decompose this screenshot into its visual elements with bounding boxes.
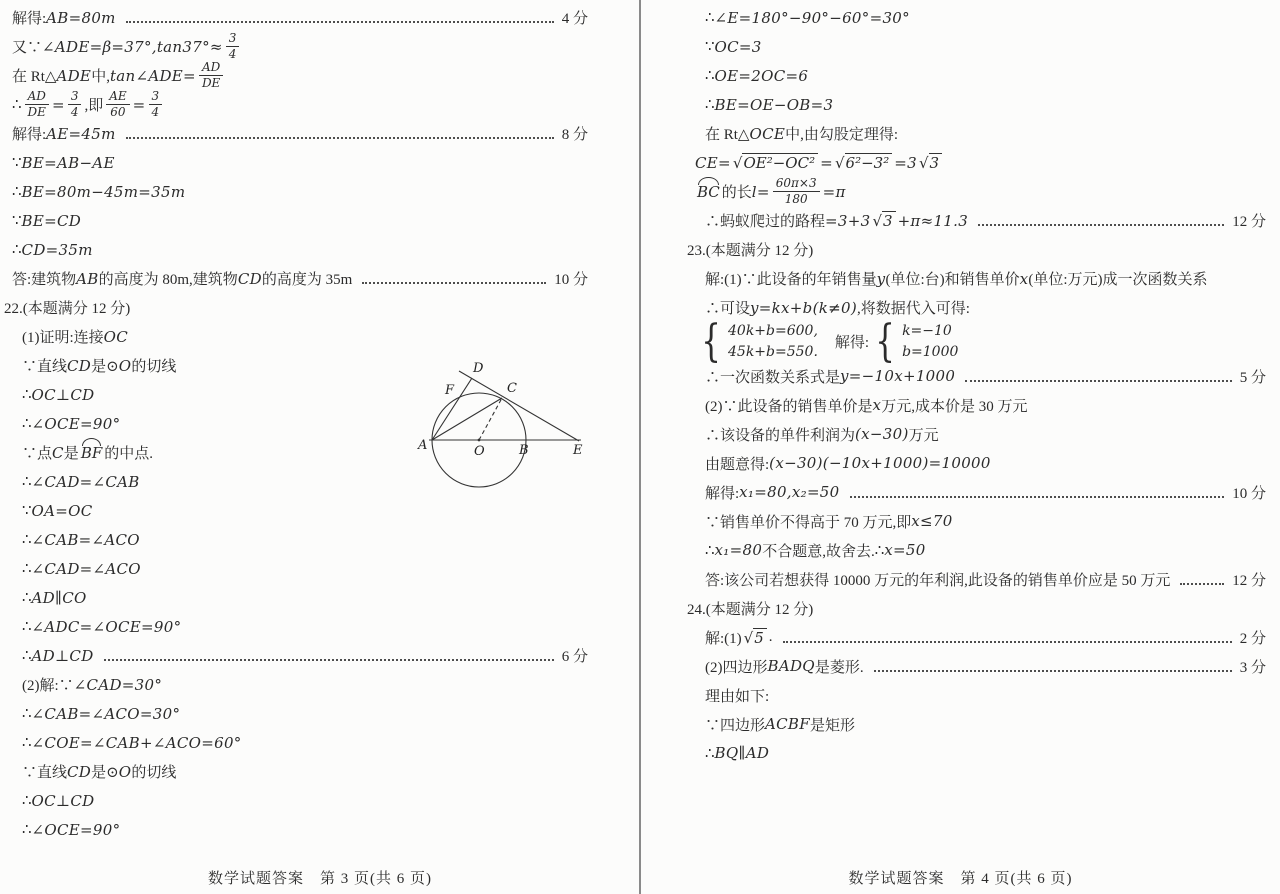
solution-line [687,148,1266,177]
solution-line [687,391,1266,420]
text-run: ∴ [705,68,715,84]
solution-line [687,264,1266,293]
text-run: 中, [91,69,110,85]
figure-center-dot [478,439,481,442]
math-run: ∠CAB=∠ACO=30° [31,704,181,723]
score-badge: 6 分 [561,649,588,665]
text-run: (单位:万元)成一次函数关系 [1028,272,1208,288]
math-run: C [52,443,64,462]
score-badge: 12 分 [1232,214,1266,230]
solution-line [4,148,588,177]
text-run: ∵销售单价不得高于 70 万元,即 [705,514,912,531]
text-run: 答:建筑物 [12,272,77,288]
text-run: 24.(本题满分 12 分) [687,601,814,618]
text-run: 万元 [908,427,939,444]
text-run: ∴ [12,97,22,113]
square-root [835,153,892,172]
math-run: x=50 [884,541,926,560]
text-run: 解:(1)∵此设备的年销售量 [705,272,877,288]
text-run: ∵ [22,503,32,519]
text-run: 的切线 [131,359,177,375]
math-run: CD [67,356,92,375]
solution-line [687,235,1266,264]
text-run: 是 [63,446,79,462]
solution-line [4,525,588,554]
solution-line [687,565,1266,594]
text-run: ,即 [84,98,104,114]
text-run: 不合题意,故舍去. [762,543,875,560]
math-run: +π≈11.3 [897,211,969,230]
math-run: AB [76,269,99,288]
text-run: 由题意得: [705,456,770,473]
radical-sign-icon: √ [918,154,929,172]
solution-line [4,32,588,61]
text-run: (2)四边形 [705,659,768,676]
math-run: BE=OE−OB=3 [714,95,834,114]
fraction-numerator: AD [199,61,223,76]
math-run: OC⊥CD [31,791,95,810]
figure-label-F: F [445,383,455,398]
text-run: 在 Rt△ [12,69,57,85]
solution-line [4,322,588,351]
text-run: ∴该设备的单件利润为 [705,427,856,444]
text-run: ∴可设 [705,301,751,317]
text-run: 22.(本题满分 12 分) [4,301,131,317]
figure-label-D: D [473,361,484,376]
math-run: BE=80m−45m=35m [21,182,186,201]
solution-line [687,420,1266,449]
fraction-denominator: 4 [151,105,160,119]
math-run: ∠CAD=30° [73,675,163,694]
solution-line [4,293,588,322]
page-footer-right: 数学试题答案 第 4 页(共 6 页) [848,871,1073,887]
text-run: 又∵ [12,40,43,56]
solution-line [687,316,1266,367]
math-run: = [820,153,833,172]
math-run: BE=AB−AE [21,153,115,172]
solution-line [687,177,1266,206]
text-run: 解:(1) [705,630,742,647]
math-run: AD⊥CD [31,646,94,665]
fraction [226,32,240,60]
math-run: x₁=80 [714,541,763,560]
math-run: (x−30)(−10x+1000)=10000 [769,454,991,473]
text-run: (1)证明:连接 [22,330,104,346]
text-run: 解得: [12,127,47,143]
math-run: y=−10x+1000 [840,367,956,386]
text-run: ∴ [22,387,32,403]
math-run: y=kx+b(k≠0) [750,298,857,317]
fraction-denominator: 4 [228,47,237,61]
fraction-denominator: DE [201,76,221,90]
math-run: = [51,95,65,114]
solution-line [687,594,1266,623]
dotted-leader [104,650,554,661]
math-run: x≤70 [911,512,953,531]
figure-label-O: O [474,444,485,459]
figure-label-B: B [519,443,529,458]
fraction [25,90,49,118]
radical-sign-icon: √ [834,154,845,172]
text-run: ∵四边形 [705,717,766,734]
text-run: ∵ [12,155,22,171]
math-run: =3+3 [825,211,871,230]
math-run: OC=3 [714,37,762,56]
system-row: k=−10 [902,323,952,340]
text-run: ∵直线 [22,359,68,375]
text-run: 解得: [705,485,740,502]
dotted-leader [783,631,1232,642]
text-run: ∴ [22,706,32,722]
text-run: ∵ [705,39,715,55]
math-run: ∠OCE=90° [31,820,121,839]
math-run: AB=80m [46,8,116,27]
fraction-numerator: AE [106,90,129,105]
text-run: ∴ [22,822,32,838]
text-run: 的长 [721,185,752,201]
text-run: ∴ [705,97,715,113]
fraction-denominator: 180 [784,192,808,206]
math-run: ADE [56,66,92,85]
text-run: 是⊙ [91,765,119,781]
text-run: (单位:台)和销售单价 [885,272,1020,288]
text-run: ∴ [705,745,715,762]
solution-line [687,293,1266,322]
text-run: 的高度为 35m [261,272,353,288]
page-footer-left: 数学试题答案 第 3 页(共 6 页) [208,871,432,887]
score-badge: 12 分 [1232,572,1266,589]
solution-line [4,3,588,32]
math-run: ∠OCE=90° [31,414,121,433]
solution-line [4,90,588,119]
text-run: ∵点 [22,446,53,462]
figure-line-AC [432,398,502,440]
system-rows [902,324,958,359]
equation-system [697,316,818,367]
fraction [106,90,129,118]
text-run: 23.(本题满分 12 分) [687,243,814,259]
text-run: 是菱形. [814,659,864,676]
text-run: ∴ [22,793,32,809]
dotted-leader [874,660,1232,671]
system-row: 45k+b=550. [728,344,818,361]
text-run: ∴ [22,532,32,548]
page-right-lines [687,3,1266,768]
radical-sign-icon: √ [732,154,743,172]
radicand: 5 [753,628,767,647]
math-run: ACBF [765,715,810,734]
text-run: . [768,628,773,645]
text-run: 中,由勾股定理得: [785,127,899,143]
solution-line [687,206,1266,235]
math-run: x [872,396,882,415]
text-run: 解得: [12,11,47,27]
brace-icon: { [701,316,721,367]
solution-line [687,681,1266,710]
solution-line [4,786,588,815]
radicand: 6²−3² [845,153,893,172]
math-run: CE= [695,153,731,172]
math-run: O [118,356,132,375]
text-run: ∴ [22,735,32,751]
text-run: (2)解:∵ [22,678,74,694]
figure-label-A: A [418,438,428,453]
text-run: ∴ [705,542,715,559]
math-run: ∠CAB=∠ACO [31,530,140,549]
dotted-leader [978,215,1224,226]
math-run: x [1019,269,1029,288]
math-run: OE=2OC=6 [714,66,809,85]
text-run: 答:该公司若想获得 10000 万元的年利润,此设备的销售单价应是 50 万元 [705,572,1171,589]
text-run: ∴一次函数关系式是 [705,369,841,386]
text-run: 在 Rt△ [705,127,750,143]
solution-line [687,362,1266,391]
solution-line [687,623,1266,652]
text-run: 的中点. [104,446,154,462]
arc-over-text: BF [80,443,103,462]
fraction-numerator: 3 [226,32,240,47]
solution-line [687,3,1266,32]
square-root [919,153,942,172]
math-run: BE=CD [21,211,82,230]
text-run: ∴蚂蚁爬过的路程 [705,214,826,230]
fraction-numerator: 3 [149,90,163,105]
math-run: O [118,762,132,781]
math-run: ∠E=180°−90°−60°=30° [714,8,910,27]
math-run: ∠COE=∠CAB+∠ACO=60° [31,733,242,752]
math-run: OA=OC [31,501,93,520]
score-badge: 8 分 [561,127,588,143]
score-badge: 10 分 [554,272,588,288]
solution-line [4,815,588,844]
text-run: ∴ [22,590,32,606]
fraction [773,177,820,205]
solution-line [687,32,1266,61]
solution-line [4,583,588,612]
math-run: AD∥CO [31,588,87,607]
score-badge: 2 分 [1239,630,1266,647]
math-run: CD=35m [21,240,93,259]
text-run: ∵直线 [22,765,68,781]
text-run: ∴ [12,242,22,258]
circle-geometry-figure [415,356,610,508]
solution-line [687,478,1266,507]
math-run: AE=45m [46,124,116,143]
math-run: CD [67,762,92,781]
square-root [733,153,818,172]
fraction-denominator: 4 [70,105,79,119]
solution-line [687,739,1266,768]
score-badge: 10 分 [1232,485,1266,502]
square-root [872,211,895,230]
dotted-leader [850,486,1225,497]
math-run: ∠CAD=∠CAB [31,472,140,491]
solution-line [687,90,1266,119]
radical-sign-icon: √ [743,628,754,647]
math-run: =π [822,182,846,201]
text-run: 的切线 [131,765,177,781]
solution-line [4,119,588,148]
math-run: ∠ADC=∠OCE=90° [31,617,182,636]
math-run: CD [237,269,262,288]
math-run: ∠ADE=β=37°,tan37°≈ [42,37,223,56]
math-run: tan∠ADE= [109,66,196,85]
text-run: 的高度为 80m,建筑物 [98,272,238,288]
radicand: OE²−OC² [742,153,818,172]
math-run: x₁=80,x₂=50 [739,483,840,502]
text-run: 解得: [819,335,870,352]
figure-label-E: E [573,443,583,458]
text-run: 理由如下: [705,688,770,705]
solution-line [4,641,588,670]
solution-line [4,264,588,293]
text-run: ∴ [22,619,32,635]
solution-line [687,449,1266,478]
math-run: l= [751,182,770,201]
score-badge: 3 分 [1239,659,1266,676]
solution-line [4,177,588,206]
answer-page-4 [641,0,1280,894]
text-run: ∴ [22,648,32,664]
solution-line [4,206,588,235]
solution-line [4,554,588,583]
radicand: 3 [882,211,896,230]
text-run: ∴ [22,474,32,490]
math-run: =3 [894,153,917,172]
solution-line [4,61,588,90]
score-badge: 4 分 [561,11,588,27]
solution-line [687,536,1266,565]
text-run: ∴ [22,416,32,432]
arc-over-text: BC [697,182,720,201]
math-run: (x−30) [855,425,909,444]
fraction [149,90,163,118]
math-run: OCE [749,124,786,143]
text-run: ,将数据代入可得: [856,301,970,317]
text-run: 是矩形 [809,717,855,734]
dotted-leader [126,128,554,139]
system-row: b=1000 [902,344,959,361]
solution-line [4,612,588,641]
text-run: ∵ [12,213,22,229]
brace-icon: { [875,316,895,367]
solution-line [4,699,588,728]
fraction [68,90,82,118]
solution-line [4,235,588,264]
math-run: OC [103,327,129,346]
math-run: OC⊥CD [31,385,95,404]
dotted-leader [362,273,546,284]
dotted-leader [126,12,554,23]
text-run: ∴ [12,184,22,200]
fraction-denominator: DE [27,105,46,119]
system-rows [728,324,818,359]
solution-line [4,757,588,786]
fraction [199,61,223,89]
text-run: (2)∵此设备的销售单价是 [705,398,873,415]
figure-line-DE-tangent [459,371,579,441]
solution-line [687,652,1266,681]
solution-line [4,670,588,699]
text-run: ∴ [874,542,885,559]
solution-line [687,61,1266,90]
solution-line [687,507,1266,536]
dotted-leader [965,370,1232,381]
system-row: 40k+b=600, [728,323,818,340]
fraction-numerator: 60π×3 [773,177,820,192]
math-run: = [132,95,146,114]
square-root [744,628,767,647]
radicand: 3 [929,153,943,172]
solution-line [687,710,1266,739]
text-run: 是⊙ [91,359,119,375]
equation-system [871,316,959,367]
math-run: y [876,269,886,288]
fraction-denominator: 60 [110,105,126,119]
solution-line [4,728,588,757]
fraction-numerator: 3 [68,90,82,105]
text-run: ∴ [705,10,715,26]
text-run: 万元,成本价是 30 万元 [881,398,1028,415]
math-run: BADQ [767,657,815,676]
figure-label-C: C [507,381,517,396]
fraction-numerator: AD [25,90,49,105]
text-run: ∴ [22,561,32,577]
score-badge: 5 分 [1239,369,1266,386]
solution-line [687,119,1266,148]
math-run: ∠CAD=∠ACO [31,559,141,578]
dotted-leader [1180,573,1224,584]
math-run: BQ∥AD [714,744,770,763]
radical-sign-icon: √ [872,212,883,230]
